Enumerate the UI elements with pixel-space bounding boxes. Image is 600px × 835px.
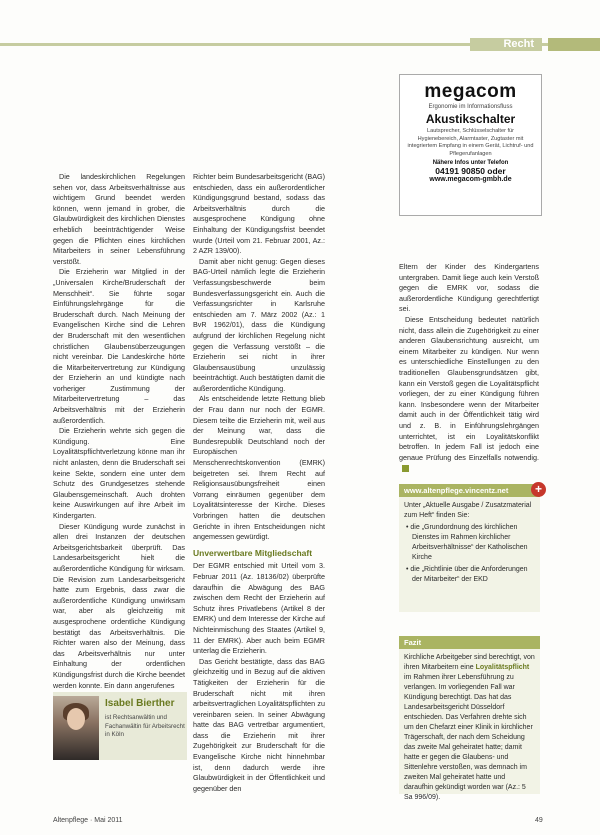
section-header-bar xyxy=(0,38,600,51)
ad-description: Lautsprecher, Schlüsselschalter für Hygienebereich, Alarmtaster, Zugtaster mit integriertem Empfang in einem Gerät, Lichtruf- und Pflegerufanlagen xyxy=(407,128,534,157)
paragraph: Damit aber nicht genug: Gegen dieses BAG-Urteil nämlich legte die Erzieherin Verfassungsbeschwerde beim Bundesverfassungsgericht ein. Auch die Verfassungsrichter in Karlsruhe entschieden am 7. März 2002 (Az.: 1 BvR 1962/01), dass die Kündigung aufgrund der kirchlichen Regelung nicht gegen die Verfassung verstößt – die Erzieherin sei nicht in ihrer Glaubensausübung unzulässig beeinträchtigt. Auch bestätigten damit die außerordentliche Kündigung. xyxy=(193,256,325,393)
paragraph: Der EGMR entschied mit Urteil vom 3. Februar 2011 (Az. 18136/02) überprüfte daraufhin die Abwägung des BAG zwischen dem Recht der Erzieherin auf Schutz ihres Privatlebens (Artikel 8 der EMRK) und dem Interesse der Kirche auf Nichteinmischung des Staates (Artikel 9, 11 der EMRK). Aber auch beim EGMR unterlag die Erzieherin. xyxy=(193,561,325,656)
box-url[interactable]: www.altenpflege.vincentz.net xyxy=(404,486,509,495)
ad-phone: 04191 90850 oder xyxy=(435,166,506,176)
ad-info: Nähere Infos unter Telefon xyxy=(432,160,509,166)
paragraph: Das Gericht bestätigte, dass das BAG gleichzeitig und in Bezug auf die aktiven Tätigkeiten der Erzieherin für die Bruderschaft nicht mit ihren arbeitsvertraglichen Loyalitätspflichten zu vereinbaren seien. In seiner Abwägung hatte das BAG vertretbar argumentiert, dass die Erzieherin mit ihrer Zugehörigkeit zur Bruderschaft für die Evangelische Kirche nicht hinnehmbar ist, denn dadurch werde ihre Glaubwürdigkeit in der Öffentlichkeit und gegenüber den xyxy=(193,656,325,793)
box-lead: Unter „Aktuelle Ausgabe / Zusatzmaterial zum Heft“ finden Sie: xyxy=(404,502,532,519)
ad-product: Akustikschalter xyxy=(425,112,516,126)
article-column-3 xyxy=(399,262,539,474)
fazit-header xyxy=(399,636,540,649)
ad-brand: megacom xyxy=(424,81,517,102)
paragraph: Die landeskirchlichen Regelungen sehen vor, dass Arbeitsverhältnisse aus wichtigem Grund beendet werden können, wenn jemand in grober, die Glaubwürdigkeit des kirchlichen Dienstes erheblich beeinträchtigender Weise gegen die Pflichten eines kirchlichen Mitarbeiters in seiner Lebensführung verstößt. xyxy=(53,172,185,266)
article-column-1 xyxy=(53,172,185,691)
list-item: • die „Richtlinie über die Anforderungen der Mitarbeiter“ der EKD xyxy=(412,565,535,585)
article-column-2 xyxy=(193,172,325,794)
paragraph: Die Erzieherin wehrte sich gegen die Kündigung. Eine Loyalitätspflichtverletzung könne man ihr nicht anlasten, denn die Bruderschaft sei keine Sekte, sondern eine unter dem Schutz des Grundgesetzes stehende Glaubensgemeinschaft. Auch drohten keine Auswirkungen auf ihre Arbeit im Kindergarten. xyxy=(53,426,185,520)
paragraph xyxy=(399,315,539,474)
paragraph: Die Erzieherin war Mitglied in der „Universalen Kirche/Bruderschaft der Menschheit“. Sie führte sogar Einführungslehrgänge für die Bruderschaft durch. Nach Meinung der Evangelischen Kirche sind die Lehren der Bruderschaft mit den wesentlichen christlichen Glaubensüberzeugungen nicht vereinbar. Die Landeskirche hörte die Mitarbeitervertretung zur Kündigung der Erzieherin an und kündigte nach vorheriger Zustimmung der Mitarbeitervertretung – das Arbeitsverhältnis mit der Erzieherin außerordentlich. xyxy=(53,267,185,425)
fazit-title: Fazit xyxy=(404,638,422,647)
author-role: ist Rechtsanwältin und Fachanwältin für Arbeitsrecht in Köln xyxy=(105,714,185,738)
page-number: 49 xyxy=(535,817,543,824)
paragraph: Eltern der Kinder des Kindergartens untergraben. Damit liege auch kein Verstoß gegen die EMRK vor, sodass die außerordentliche Kündigung gerechtfertigt sei. xyxy=(399,262,539,314)
face-shape xyxy=(67,708,85,730)
end-mark-icon xyxy=(402,465,409,472)
ad-website[interactable]: www.megacom-gmbh.de xyxy=(429,176,512,183)
ad-tagline: Ergonomie im Informationsfluss xyxy=(428,104,513,110)
author-photo xyxy=(53,696,99,760)
paragraph-text: Diese Entscheidung bedeutet natürlich nicht, dass allein die Zugehörigkeit zu einer anderen Glaubensrichtung ausreicht, um einem Mitarbeiter zu kündigen. Nur wenn es unterschiedliche Einstellungen zu den traditionellen Glaubensgrundsätzen gibt, kann ein Verstoß gegen die Loyalitätspflicht vorliegen, der zu einer Kündigung führen kann. Insbesondere wenn der Mitarbeiter damit auch in der Öffentlichkeit tätig wird und z. B. in Einführungslehrgängen unterrichtet, ist ein Loyalitätskonflikt betroffen. In jedem Fall ist jedoch eine genaue Prüfung des Einzelfalls notwendig. xyxy=(399,314,539,462)
author-box xyxy=(53,692,187,760)
header-accent-block xyxy=(548,38,600,51)
box-list xyxy=(404,523,535,585)
paragraph: Richter beim Bundesarbeitsgericht (BAG) entschieden, dass ein außerordentlicher Kündigungsgrund bestand, sodass das Arbeitsverhältnis durch die ausgesprochene Kündigung ohne Einhaltung der Kündigungsfrist beendet wurde (Urteil vom 21. Februar 2001, Az.: 2 AZR 139/00). xyxy=(193,172,325,256)
plus-icon: + xyxy=(531,482,546,497)
footer-magazine: Altenpflege · Mai 2011 xyxy=(53,817,123,824)
box-url-header[interactable] xyxy=(399,484,540,497)
paragraph: Dieser Kündigung wurde zunächst in allen drei Instanzen der deutschen Arbeitsgerichtsbarkeit überprüft. Das Landesarbeitsgericht hielt die außerordentliche Kündigung für wirksam. Die Revision zum Landesarbeitsgericht hatte zum Ergebnis, dass zwar die außerordentliche Kündigung unwirksam war, aber als gleichzeitig mit ausgesprochene ordentliche Kündigung bestätigt das Arbeitsverhältnis. Die Richter waren also der Meinung, dass das Arbeitsverhältnis nur unter Einhaltung der ordentlichen Kündigungsfrist durch die Kirche beendet werden konnte. Ein dann angerufenes xyxy=(53,521,185,690)
section-label: Recht xyxy=(470,38,542,51)
fazit-box xyxy=(399,636,540,801)
megacom-advertisement[interactable] xyxy=(399,74,542,216)
author-name: Isabel Bierther xyxy=(105,698,175,709)
box-content xyxy=(399,497,540,591)
fazit-highlight: Loyalitätspflicht xyxy=(475,664,530,671)
fazit-text-b: im Rahmen ihrer Lebensführung zu verlangen. Im vorliegenden Fall war Kündigung berechtigt. Das hat das Landesarbeitsgericht Düsseldorf entschieden. Das Verfahren drehte sich um den Chefarzt einer Klinik in kirchlicher Trägerschaft, der nach dem Scheidung das zweite Mal geheiratet hatte; damit hatte er gegen die Glaubens- und Sittenlehre verstoßen, was demnach im zweiten Mal geheiratet hatte und daraufhin gekündigt worden war (Az.: 5 Sa 996/09). xyxy=(404,674,533,801)
list-item: • die „Grundordnung des kirchlichen Dienstes im Rahmen kirchlicher Arbeitsverhältnisse“ der Katholischen Kirche xyxy=(412,523,535,563)
paragraph: Als entscheidende letzte Rettung blieb der Frau dann nur noch der EGMR. Diesem teilte die Erzieherin mit, weil aus der Meinung war, dass die Bundesrepublik Deutschland noch der Europäischen Menschenrechtskonvention (EMRK) beigetreten sei. Ihrem Recht auf Religionsausübungsfreiheit einen Vorrang einräumen gegenüber dem Loyalitätsinteresse der Kirche. Dieses Vorbringen hatten die deutschen Gerichte in ihren Entscheidungen nicht angemessen gewürdigt. xyxy=(193,394,325,542)
fazit-content xyxy=(399,649,540,807)
online-material-box xyxy=(399,484,540,612)
fazit-text-a: Kirchliche Arbeitgeber sind berechtigt, von ihren Mitarbeitern eine xyxy=(404,654,535,671)
subheading: Unverwertbare Mitgliedschaft xyxy=(193,547,313,558)
